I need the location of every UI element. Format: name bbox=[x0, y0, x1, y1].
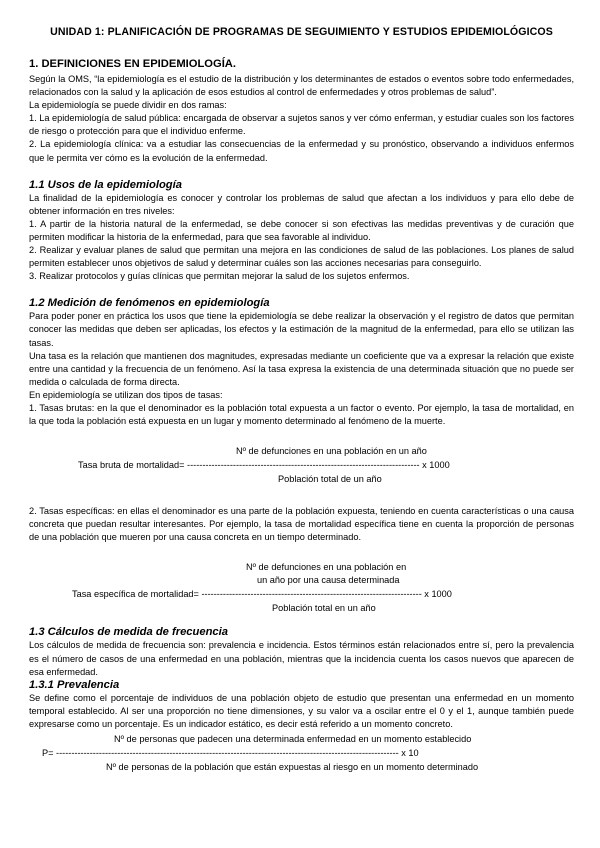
formula-numerator-line: un año por una causa determinada bbox=[257, 575, 400, 586]
section-1-1-heading: 1.1 Usos de la epidemiología bbox=[29, 178, 182, 191]
formula-denominator: Nº de personas de la población que están expuestas al riesgo en un momento determinado bbox=[106, 762, 479, 772]
section-1-2-paragraph: 1. Tasas brutas: en la que el denominador es la población total expuesta a un factor o evento. Por ejemplo, la tasa de mortalidad, en la que toda la población está expuesta en un lugar y momento determinado al fenómeno de la muerte. bbox=[29, 402, 574, 427]
specific-rate-formula bbox=[29, 544, 574, 622]
section-1-3-1-paragraph: Se define como el porcentaje de individuos de una población objeto de estudio que presentan una enfermedad en un momento temporal establecido. Al ser una proporción no tiene dimensiones, y su valor va a oscilar entre el 0 y el 1, aunque también puede expresarse como un porcentaje. Es un indicador estático, es decir está referido a un momento concreto. bbox=[29, 692, 574, 729]
formula-numerator: Nº de personas que padecen una determinada enfermedad en un momento establecido bbox=[114, 734, 472, 744]
unit-title: UNIDAD 1: PLANIFICACIÓN DE PROGRAMAS DE SEGUIMIENTO Y ESTUDIOS EPIDEMIOLÓGICOS bbox=[50, 26, 553, 38]
section-1-2-paragraph: Una tasa es la relación que mantienen dos magnitudes, expresadas mediante un coeficiente que va a expresar la relación que existe entre una cantidad y la frecuencia de un fenómeno. Así la tasa expresa la existencia de una determinada situación que no puede ser medida o calculada de forma directa. bbox=[29, 350, 574, 387]
section-1-1-paragraph: 1. A partir de la historia natural de la enfermedad, se debe conocer si son efectivas las medidas preventivas y de curación que permiten modificar la historia de la enfermedad, para que sea favorable al individuo. bbox=[29, 218, 574, 242]
formula-expression: Tasa específica de mortalidad= ------------------------------------------------------------------------ x 1000 bbox=[72, 589, 452, 600]
prevalence-formula bbox=[29, 731, 574, 781]
section-1-2-paragraph: Para poder poner en práctica los usos que tiene la epidemiología se debe realizar la observación y el registro de datos que permitan conocer las medidas que deben ser aplicadas, los efectos y la estimación de la magnitud de la enfermedad, para ello se utilizan las tasas. bbox=[29, 311, 574, 348]
section-1-paragraph: Según la OMS, “la epidemiología es el estudio de la distribución y los determinantes de estados o eventos sobre todo enfermedades, relacionados con la salud y la aplicación de esos estudios al control de enfermedades y otros problemas de salud”. bbox=[29, 74, 574, 98]
section-1-paragraph: La epidemiología se puede dividir en dos ramas: bbox=[29, 100, 227, 111]
section-1-2-heading: 1.2 Medición de fenómenos en epidemiología bbox=[29, 297, 270, 310]
formula-numerator: Nº de defunciones en una población en un año bbox=[236, 446, 427, 457]
section-1-paragraph: 1. La epidemiología de salud pública: encargada de observar a sujetos sanos y ver cómo enferman, y estudiar cuales son los factores de riesgo o protección para que el individuo enferme. bbox=[29, 113, 574, 137]
section-1-1-paragraph: La finalidad de la epidemiología es conocer y controlar los problemas de salud que afectan a los individuos y para ello debe de obtener información en tres niveles: bbox=[29, 192, 574, 216]
section-1-3-1-heading: 1.3.1 Prevalencia bbox=[29, 678, 120, 691]
document-page bbox=[29, 26, 574, 781]
section-1-3-heading: 1.3 Cálculos de medida de frecuencia bbox=[29, 626, 228, 639]
section-1-3-paragraph: Los cálculos de medida de frecuencia son: prevalencia e incidencia. Estos términos están relacionados entre sí, pero la prevalencia es el número de casos de una enfermedad en una población, mientras que la incidencia cuenta los casos nuevos que aparecen de esa enfermedad. bbox=[29, 640, 574, 677]
section-1-2-paragraph: 2. Tasas específicas: en ellas el denominador es una parte de la población expuesta, teniendo en cuenta características o una causa concreta que puedan resultar interesantes. Por ejemplo, la tasa de mortalidad específica tiene en cuenta la proporción de personas de una población que mueren por una causa concreta en un tiempo determinado. bbox=[29, 506, 574, 543]
section-1-heading: 1. DEFINICIONES EN EPIDEMIOLOGÍA. bbox=[29, 58, 236, 70]
formula-denominator: Población total de un año bbox=[278, 474, 382, 485]
section-1-1-paragraph: 2. Realizar y evaluar planes de salud que permitan una mejora en las condiciones de salud de las poblaciones. Los planes de salud permiten establecer unos objetivos de salud y determinar cuáles son las acciones necesarias para conseguirlo. bbox=[29, 245, 574, 269]
formula-expression: Tasa bruta de mortalidad= ---------------------------------------------------------------------------- x 1000 bbox=[78, 460, 450, 471]
section-1-2-paragraph: En epidemiología se utilizan dos tipos de tasas: bbox=[29, 389, 223, 400]
formula-expression: P= ---------------------------------------------------------------------------------------------------------------- x 10 bbox=[42, 748, 419, 758]
formula-denominator: Población total en un año bbox=[272, 603, 376, 614]
section-1-1-paragraph: 3. Realizar protocolos y guías clínicas que permitan mejorar la salud de los sujetos enfermos. bbox=[29, 271, 410, 282]
section-1-paragraph: 2. La epidemiología clínica: va a estudiar las consecuencias de la enfermedad y su pronóstico, observando a individuos enfermos que le permita ver cómo es la evolución de la enfermedad. bbox=[29, 139, 574, 163]
crude-rate-formula bbox=[29, 428, 574, 492]
formula-numerator-line: Nº de defunciones en una población en bbox=[246, 562, 407, 573]
